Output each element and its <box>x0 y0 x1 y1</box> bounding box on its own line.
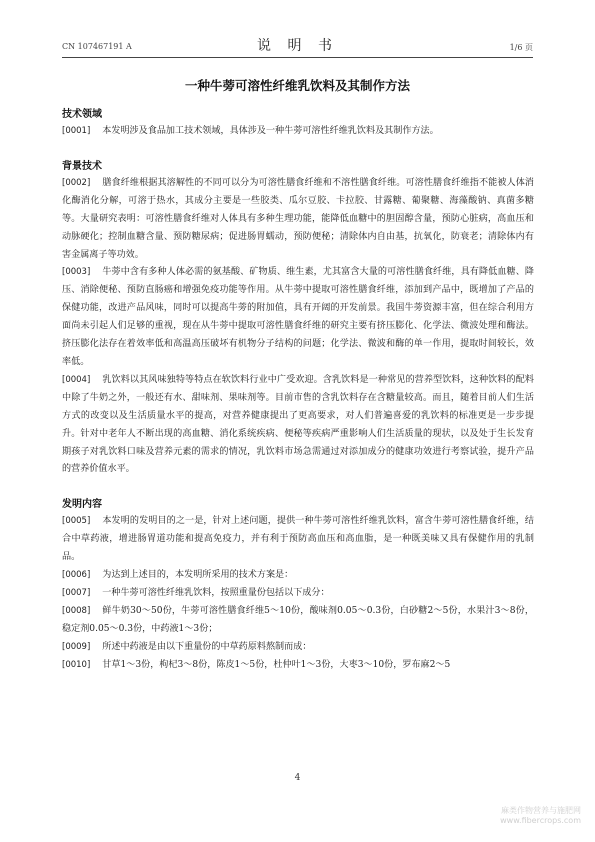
paragraph-number: [0005] <box>62 516 91 527</box>
paragraph-text: 鲜牛奶30～50份，牛蒡可溶性膳食纤维5～10份，酸味剂0.05～0.3份，白砂糖2～5份，水果汁3～8份，稳定剂0.05～0.3份，中药液1～3份； <box>62 605 534 634</box>
paragraph-number: [0010] <box>62 659 91 670</box>
paragraph-text: 所述中药液是由以下重量份的中草药原料熬制而成： <box>102 641 312 652</box>
page-indicator: 1/6 页 <box>509 43 533 52</box>
paragraph-number: [0008] <box>62 605 91 616</box>
paragraph-text: 本发明的发明目的之一是，针对上述问题，提供一种牛蒡可溶性纤维乳饮料，富含牛蒡可溶性膳食纤维，结合中草药液，增进肠胃道功能和提高免疫力，并有利于预防高血压和高血脂，是一种既美味又具有保健作用的乳制品。 <box>62 516 534 563</box>
paragraph-number: [0004] <box>62 374 91 385</box>
paragraph-text: 一种牛蒡可溶性纤维乳饮料，按照重量份包括以下成分： <box>102 587 330 598</box>
section-heading-background: 背景技术 <box>62 160 102 172</box>
paragraph <box>62 175 534 265</box>
paragraph-number: [0009] <box>62 641 91 652</box>
paragraph-text: 牛蒡中含有多种人体必需的氨基酸、矿物质、维生素，尤其富含大量的可溶性膳食纤维，具有降低血糖、降压、消除便秘、预防直肠癌和增强免疫功能等作用。从牛蒡中提取可溶性膳食纤维，添加到产品中，既增加了产品的保健功能，改进产品风味，同时可以提高牛蒡的附加值，具有开阔的开发前景。我国牛蒡资源丰富，但在综合利用方面尚未引起人们足够的重视，现在从牛蒡中提取可溶性膳食纤维的研究主要有挤压膨化、化学法、微波处理和酶法。挤压膨化法存在着效率低和高温高压破坏有机物分子结构的问题；化学法、微波和酶的单一作用，提取时间较长，效率低。 <box>62 267 534 367</box>
paragraph <box>62 123 534 141</box>
document-body <box>62 108 534 674</box>
paragraph-text: 乳饮料以其风味独特等特点在软饮料行业中广受欢迎。含乳饮料是一种常见的营养型饮料，这种饮料的配料中除了牛奶之外，一般还有水、甜味剂、果味剂等。目前市售的含乳饮料存在含糖量较高。而且，随着目前人们生活方式的改变以及生活质量水平的提高，对营养健康提出了更高要求，对人们普遍喜爱的乳饮料的标准更是一步步提升。针对中老年人不断出现的高血糖、消化系统疾病、便秘等疾病严重影响人们生活质量的现状，以及处于生长发育期孩子对乳饮料口味及营养元素的需求的情况，乳饮料市场急需通过对添加成分的健康功效进行考察试验，提升产品的营养价值水平。 <box>62 374 534 475</box>
site-watermark <box>500 806 581 826</box>
page-number: 4 <box>294 773 301 783</box>
paragraph-text: 本发明涉及食品加工技术领域，具体涉及一种牛蒡可溶性纤维乳饮料及其制作方法。 <box>102 126 439 136</box>
page-header <box>62 34 533 54</box>
paragraph <box>62 567 534 585</box>
paragraph <box>62 639 534 657</box>
paragraph <box>62 603 534 639</box>
paragraph <box>62 372 534 479</box>
section-heading-invention: 发明内容 <box>62 499 102 511</box>
paragraph-text: 为达到上述目的，本发明所采用的技术方案是： <box>102 570 294 581</box>
paragraph <box>62 264 534 371</box>
paragraph-text: 甘草1～3份，枸杞3～8份，陈皮1～5份，杜仲叶1～3份，大枣3～10份，罗布麻2～5 <box>102 659 451 670</box>
paragraph-number: [0007] <box>62 587 91 598</box>
paragraph-number: [0001] <box>62 126 91 136</box>
paragraph <box>62 513 534 567</box>
publication-number: CN 107467191 A <box>62 42 132 51</box>
paragraph <box>62 585 534 603</box>
paragraph-number: [0006] <box>62 570 91 581</box>
watermark-site-name: 麻类作物营养与施肥网 <box>501 806 581 815</box>
watermark-site-url: www.fibercrops.com <box>500 816 581 825</box>
document-title: 一种牛蒡可溶性纤维乳饮料及其制作方法 <box>184 78 410 93</box>
paragraph-number: [0003] <box>62 267 91 278</box>
header-rule <box>62 57 533 58</box>
document-type: 说 明 书 <box>257 38 338 54</box>
section-heading-tech-field: 技术领域 <box>62 109 102 120</box>
paragraph-text: 膳食纤维根据其溶解性的不同可以分为可溶性膳食纤维和不溶性膳食纤维。可溶性膳食纤维指不能被人体消化酶消化分解，可溶于热水，其成分主要是一些胶类、瓜尔豆胶、卡拉胶、甘露糖、葡聚糖、海藻酸钠、真菌多糖等。大量研究表明：可溶性膳食纤维对人体具有多种生理功能，能降低血糖中的胆固醇含量，预防心脏病，高血压和动脉硬化；控制血糖含量、预防糖尿病；促进肠胃蠕动，预防便秘；清除体内自由基，抗氧化，防衰老；清除体内有害金属离子等功效。 <box>62 177 534 260</box>
paragraph-number: [0002] <box>62 177 91 188</box>
paragraph <box>62 657 534 675</box>
